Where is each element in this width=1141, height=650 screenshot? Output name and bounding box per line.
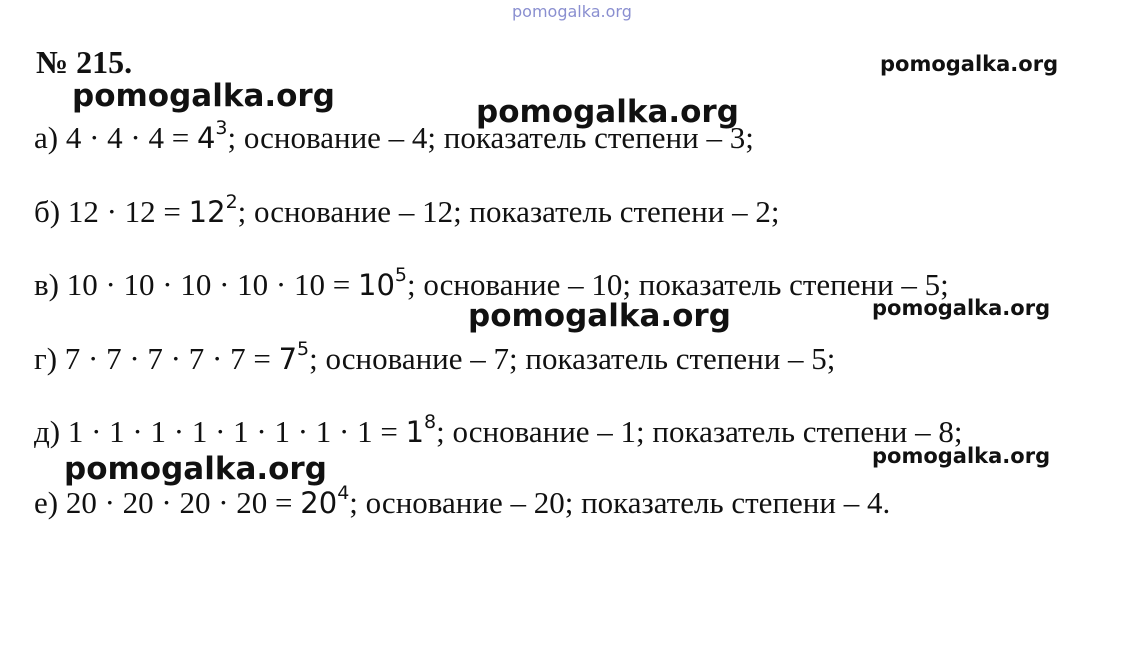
watermark: pomogalka.org (64, 451, 327, 487)
problem-number: № 215. (36, 44, 133, 80)
power-base: 10 (358, 268, 395, 302)
item-suffix: ; основание – 4; показатель степени – 3; (227, 120, 754, 155)
item-b (34, 192, 779, 236)
power-exponent: 3 (215, 117, 228, 139)
item-suffix: ; основание – 12; показатель степени – 2; (237, 194, 780, 229)
item-prefix: е) 20 · 20 · 20 · 20 = (34, 485, 301, 520)
item-d (34, 412, 962, 456)
item-suffix: ; основание – 10; показатель степени – 5; (407, 267, 949, 302)
item-prefix: а) 4 · 4 · 4 = (34, 120, 197, 155)
item-prefix: д) 1 · 1 · 1 · 1 · 1 · 1 · 1 · 1 = (34, 414, 406, 449)
watermark: pomogalka.org (72, 78, 335, 114)
item-e (34, 483, 890, 527)
watermark: pomogalka.org (880, 52, 1059, 76)
power-base: 1 (405, 415, 425, 449)
item-suffix: ; основание – 7; показатель степени – 5; (309, 341, 836, 376)
power-base: 12 (188, 195, 226, 229)
power-base: 20 (300, 486, 338, 520)
power-base: 4 (196, 121, 216, 155)
item-prefix: в) 10 · 10 · 10 · 10 · 10 = (34, 267, 358, 302)
item-prefix: г) 7 · 7 · 7 · 7 · 7 = (34, 341, 279, 376)
item-a (34, 118, 754, 162)
watermark: pomogalka.org (476, 94, 739, 130)
watermark-top: pomogalka.org (512, 2, 632, 21)
power-exponent: 8 (424, 411, 437, 433)
item-suffix: ; основание – 1; показатель степени – 8; (436, 414, 963, 449)
power-exponent: 2 (225, 191, 238, 213)
power-base: 7 (278, 342, 298, 376)
power-exponent: 5 (394, 264, 407, 286)
item-g (34, 339, 835, 383)
watermark: pomogalka.org (872, 296, 1051, 320)
watermark: pomogalka.org (468, 298, 731, 334)
item-prefix: б) 12 · 12 = (34, 194, 189, 229)
watermark: pomogalka.org (872, 444, 1051, 468)
item-suffix: ; основание – 20; показатель степени – 4. (349, 485, 891, 520)
power-exponent: 4 (337, 482, 350, 504)
power-exponent: 5 (297, 338, 310, 360)
